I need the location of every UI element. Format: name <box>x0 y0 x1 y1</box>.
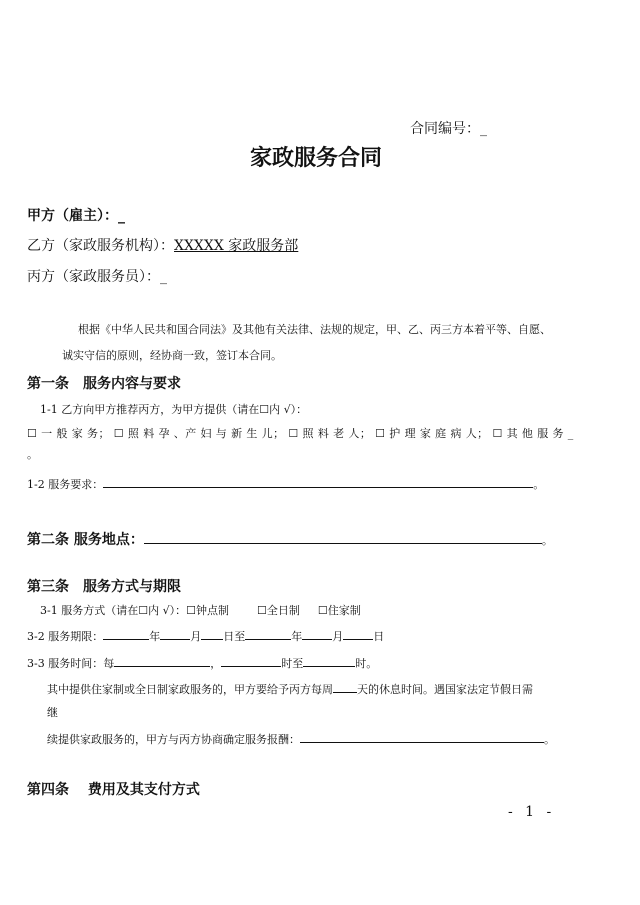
term-month-1: 月 <box>190 630 202 643</box>
article-3-rest-days-cont: 继 <box>47 706 58 719</box>
service-location-blank <box>144 527 542 544</box>
article-4-heading: 第四条 费用及其支付方式 <box>27 782 200 798</box>
service-requirements-label: 1-2 服务要求： <box>27 478 104 491</box>
article-3-heading: 第三条 服务方式与期限 <box>27 579 181 595</box>
party-b-label: 乙方（家政服务机构）： <box>27 238 174 254</box>
service-mode-fulltime: ☐全日制 <box>256 604 300 617</box>
party-b-value: XXXXX 家政服务部 <box>174 238 299 254</box>
contract-number-value: _ <box>480 121 487 137</box>
service-term-label: 3-2 服务期限： <box>27 630 104 643</box>
service-requirements-end: 。 <box>533 478 545 491</box>
blank <box>160 628 190 640</box>
blank <box>343 628 373 640</box>
term-year-2: 年 <box>291 630 303 643</box>
party-a <box>27 205 125 225</box>
service-time-hour-to: 时至 <box>281 657 304 670</box>
service-mode-label: 3-1 服务方式（请在☐内 √）： <box>40 604 187 617</box>
article-2-heading: 第二条 服务地点： <box>27 532 144 548</box>
term-day: 日 <box>373 630 385 643</box>
article-2 <box>27 527 553 549</box>
service-requirements-blank <box>103 476 533 488</box>
blank <box>201 628 223 640</box>
rest-days-text-a: 其中提供住家制或全日制家政服务的，甲方要给予丙方每周 <box>47 683 333 696</box>
service-time-hour: 时。 <box>355 657 378 670</box>
article-3-rest-days <box>47 681 533 697</box>
rest-days-text-b: 天的休息时间。遇国家法定节假日需 <box>357 683 533 696</box>
term-day-to: 日至 <box>223 630 246 643</box>
party-c-value: _ <box>160 269 167 285</box>
term-month-2: 月 <box>332 630 344 643</box>
service-time-comma: ， <box>210 657 222 670</box>
page-number: - 1 - <box>508 804 556 820</box>
service-mode-livein: ☐住家制 <box>317 604 361 617</box>
article-1-heading: 第一条 服务内容与要求 <box>27 376 181 392</box>
blank <box>333 681 357 693</box>
article-3-clause-1 <box>40 602 361 618</box>
service-time-label: 3-3 服务时间：每 <box>27 657 115 670</box>
preamble-line-1: 根据《中华人民共和国合同法》及其他有关法律、法规的规定，甲、乙、丙三方本着平等、自愿、 <box>78 323 551 336</box>
contract-number <box>410 118 487 138</box>
article-3-clause-3 <box>27 655 377 671</box>
blank <box>302 628 332 640</box>
party-b <box>27 235 298 255</box>
blank <box>245 628 291 640</box>
blank <box>221 655 281 667</box>
article-2-end: 。 <box>541 534 553 547</box>
article-1-clause-2 <box>27 476 544 492</box>
term-year-1: 年 <box>149 630 161 643</box>
article-3-holiday-pay <box>47 731 555 747</box>
blank <box>103 628 149 640</box>
party-a-value: _ <box>118 208 125 224</box>
party-c-label: 丙方（家政服务员）： <box>27 269 160 285</box>
article-3-clause-2 <box>27 628 384 644</box>
article-1-clause-1: 1-1 乙方向甲方推荐丙方，为甲方提供（请在☐内 √）： <box>40 403 308 416</box>
contract-number-label: 合同编号： <box>410 121 480 137</box>
blank <box>300 731 544 743</box>
article-1-service-options: ☐ 一 般 家 务； ☐ 照 料 孕 、产 妇 与 新 生 儿； ☐ 照 料 老 人； ☐ 护 理 家 庭 病 人； ☐ 其 他 服 务 _ <box>27 427 574 440</box>
document-title: 家政服务合同 <box>250 145 383 171</box>
blank <box>114 655 210 667</box>
service-mode-hourly: ☐钟点制 <box>186 604 229 617</box>
article-1-options-end: 。 <box>27 448 38 461</box>
party-a-label: 甲方（雇主）： <box>27 208 118 224</box>
party-c <box>27 266 167 286</box>
holiday-pay-text: 续提供家政服务的，甲方与丙方协商确定服务报酬： <box>47 733 300 746</box>
blank <box>303 655 355 667</box>
preamble-line-2: 诚实守信的原则，经协商一致，签订本合同。 <box>62 349 282 362</box>
holiday-pay-end: 。 <box>544 733 555 746</box>
